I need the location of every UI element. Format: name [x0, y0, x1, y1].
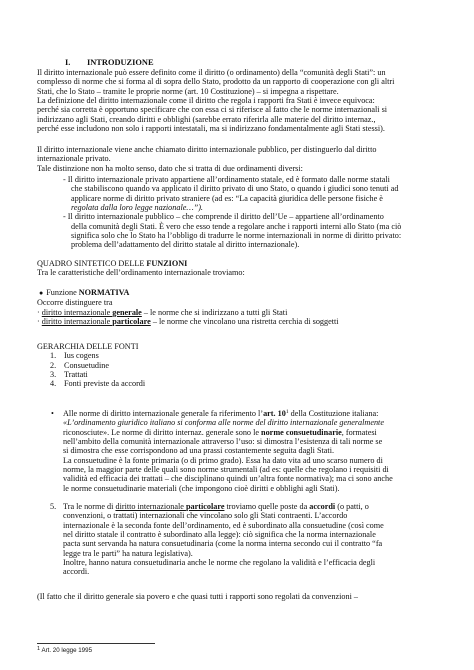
paragraph-line: (Il fatto che il diritto generale sia povero e che quasi tutti i rapporti sono regolati da convenzioni –	[37, 592, 359, 601]
paragraph-line: si dimostra che esse corrispondono ad una prassi costantemente seguita dagli Stati.	[63, 446, 335, 456]
dot-marker: ·	[37, 307, 42, 317]
term-description: – le norme che si indirizzano a tutti gli Stati	[141, 307, 288, 317]
paragraph-line: nell’ambito della comunità internazionale attraverso l’uso: si dimostra l’esistenza di tali norme se	[63, 437, 383, 447]
paragraph-line: internazionale è la seconda fonte dell’ordinamento, ed è subordinato alla consuetudine (così come	[63, 520, 384, 530]
intro-line: La definizione del diritto internazionale come il diritto che regola i rapporti fra Stati è invece equivoca:	[37, 96, 375, 106]
text-run: Alle norme di diritto internazionale generale fa riferimento l’	[63, 409, 264, 418]
paragraph-line: convenzioni, o trattati) internazionali che vincolano solo gli Stati contraenti. L’accordo	[63, 511, 348, 521]
term-text: diritto internazionale	[115, 502, 186, 511]
normativa-label-bold: NORMATIVA	[78, 288, 130, 297]
dash-list	[37, 175, 439, 250]
list-number: 4.	[50, 379, 57, 389]
private-law-paragraph	[37, 145, 439, 173]
list-item	[63, 212, 439, 249]
text-bold: accordi	[309, 502, 336, 511]
intro-line: Il diritto internazionale può essere definito come il diritto (o ordinamento) della “comunità degli Stati”: un	[37, 68, 386, 77]
term-text: diritto internazionale	[41, 307, 113, 317]
intro-line: perché sia corretta è opportuno specificare che con essa ci si riferisce al fatto che le norme internazionali si	[37, 105, 388, 115]
term-text: diritto internazionale	[41, 317, 113, 327]
list-number: 3.	[50, 370, 57, 380]
quadro-title	[37, 259, 439, 268]
quadro-title-text: QUADRO SINTETICO DELLE	[37, 259, 147, 268]
text-bold: art. 10	[263, 409, 286, 418]
art10-text	[63, 409, 393, 493]
list-number: 1.	[50, 351, 57, 361]
paragraph-line	[63, 428, 393, 437]
term-description: – le norme che vincolano una ristretta cerchia di soggetti	[150, 317, 339, 327]
footnote-separator	[37, 643, 155, 644]
paragraph-line: pacta sunt servanda ha natura consuetudinaria (come la norma interna secondo cui il contratto “fa	[63, 539, 383, 549]
paragraph-line: Tale distinzione non ha molto senso, dato che si tratta di due ordinamenti diversi:	[37, 163, 303, 173]
gerarchia-title: GERARCHIA DELLE FONTI	[37, 342, 139, 351]
list-item-line: - Il diritto internazionale pubblico – che comprende il diritto dell’Ue – appartiene all’ordinamento	[63, 212, 384, 222]
paragraph-line: La consuetudine è la fonte primaria (o di primo grado). Essa ha dato vita ad uno scarso numero di	[63, 455, 383, 465]
text-run: (o patti, o	[335, 502, 369, 511]
particolare-line	[37, 317, 439, 326]
section-number: I.	[65, 58, 71, 67]
list-item-text: Trattati	[64, 370, 88, 380]
paragraph-line: «L’ordinamento giuridico italiano si conforma alle norme del diritto internazionale generalmente	[63, 418, 384, 428]
term-bold: particolare	[185, 502, 225, 511]
quadro-section	[37, 259, 439, 278]
text-run: Tra le norme di	[63, 502, 116, 511]
text-run: riconosciute». Le norme di diritto internaz. generale sono le	[63, 427, 262, 437]
paragraph-line: le norme consuetudinarie materiali (che impongono cioè diritti e obblighi agli Stati).	[63, 483, 340, 493]
paragraph-line: norme, la maggior parte delle quali sono norme strumentali (ad es: quelle che regolano i requisiti di	[63, 465, 389, 475]
intro-line: Stati, che lo Stato – tramite le proprie norme (art. 10 Costituzione) – si impegna a rispettare.	[37, 86, 339, 96]
item5-section	[37, 502, 439, 577]
paragraph-line: Il diritto internazionale viene anche chiamato diritto internazionale pubblico, per distinguerlo dal diritto	[37, 145, 377, 154]
section-heading	[65, 58, 154, 67]
bullet-icon: •	[51, 409, 54, 418]
paragraph-line: nel diritto statale il contratto è subordinato alla legge): ciò significa che la norma internazionale	[63, 530, 376, 540]
list-item	[50, 351, 439, 360]
list-item	[50, 379, 439, 388]
term-bold: generale	[112, 307, 142, 317]
normativa-section	[37, 288, 439, 326]
text-run: , formatesi	[341, 427, 377, 437]
art10-section	[37, 409, 439, 493]
list-item-line: che stabiliscono quando va applicato il diritto privato di uno Stato, o quando i giudici sono tenuti ad	[71, 184, 399, 194]
text-run: troviamo quelle poste da	[224, 502, 310, 511]
distinguish-text: Occorre distinguere tra	[37, 298, 113, 308]
text-run: della Costituzione italiana:	[288, 409, 379, 418]
gerarchia-list	[37, 351, 439, 388]
intro-paragraph	[37, 68, 439, 133]
gerarchia-section	[37, 342, 439, 389]
list-item	[50, 370, 439, 379]
quadro-subtitle: Tra le caratteristiche dell’ordinamento internazionale troviamo:	[37, 268, 245, 278]
intro-line: perché esse includono non solo i rapporti intestatali, ma si indirizzano fondamentalmente agli Stati stessi).	[37, 124, 385, 134]
list-item	[50, 361, 439, 370]
paragraph-line: accordi.	[63, 567, 90, 577]
list-item-line: applicare norme di diritto privato straniere (ad es: “La capacità giuridica delle persone fisiche è	[71, 193, 383, 203]
paragraph-line: internazionale privato.	[37, 154, 111, 164]
paragraph-line: validità ed efficacia dei trattati – che disciplinano quindi un’altra fonte normativa); ma ci sono anche	[63, 474, 393, 484]
list-item	[63, 175, 439, 212]
list-item-text: Consuetudine	[64, 360, 110, 370]
normativa-label	[37, 288, 439, 298]
item5-text	[63, 502, 384, 577]
term-bold: particolare	[112, 317, 151, 327]
footnote-text: Art. 20 legge 1995	[40, 647, 93, 654]
item5	[37, 502, 439, 577]
list-number: 2.	[50, 360, 57, 370]
footnote-marker[interactable]: 1	[285, 409, 289, 415]
dot-marker: ·	[37, 317, 42, 327]
list-item-line: della comunità degli Stati. È vero che esso tende a regolare anche i rapporti interni allo Stato (ma ciò	[71, 221, 402, 231]
list-item-line: - Il diritto internazionale privato appartiene all’ordinamento statale, ed è formato dalle norme statali	[63, 175, 390, 184]
text-bold: norme consuetudinarie	[261, 427, 342, 437]
bullet-icon: ●	[39, 289, 44, 297]
intro-line: complesso di norme che si forma al di sopra dello Stato, prodotto da un rapporto di cooperazione con gli altri	[37, 77, 395, 87]
footnote-number: 1	[37, 646, 41, 652]
paragraph-line: Inoltre, hanno natura consuetudinaria anche le norme che regolano la validità e l’efficacia degli	[63, 558, 376, 568]
list-item-text: Fonti previste da accordi	[64, 379, 146, 389]
list-item-line: regolata dalla loro legge nazionale…”).	[71, 203, 203, 213]
art10-item	[37, 409, 439, 493]
quadro-title-bold: FUNZIONI	[146, 259, 188, 268]
list-item-line: problema dell’adattamento del diritto statale al diritto internazionale).	[71, 240, 300, 250]
closing-paragraph	[37, 592, 439, 601]
list-number: 5.	[50, 502, 57, 511]
intro-line: indirizzano agli Stati, creando diritti e obblighi (sarebbe errato riferirla alle materie del diritto internaz.,	[37, 114, 376, 124]
footnote	[37, 647, 92, 654]
list-item-text: Ius cogens	[64, 351, 99, 361]
generale-line	[37, 308, 439, 317]
list-item-line: significa solo che lo Stato ha l’obbligo di tradurre le norme internazionali in norme di diritto privato:	[71, 231, 402, 241]
section-title: INTRODUZIONE	[87, 58, 154, 67]
paragraph-line	[63, 409, 393, 418]
paragraph-line	[63, 502, 384, 511]
normativa-label-text: Funzione	[46, 288, 79, 297]
paragraph-line: legge tra le parti” ha natura legislativa).	[63, 548, 193, 558]
